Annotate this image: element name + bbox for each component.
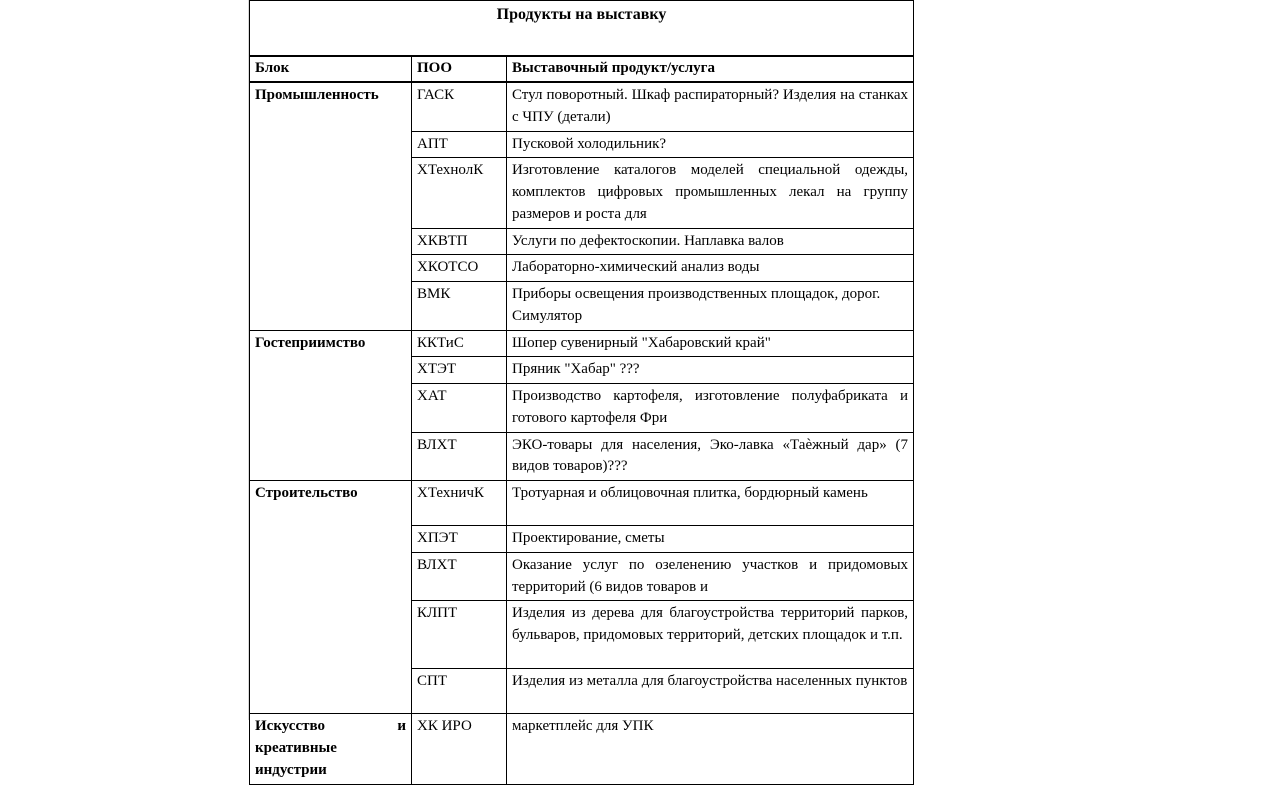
product-description: Пусковой холодильник?	[507, 131, 914, 158]
poo-code: ХАТ	[412, 384, 507, 433]
poo-code: ВМК	[412, 282, 507, 331]
table-row	[250, 714, 914, 784]
table-row	[250, 82, 914, 131]
poo-code: ХТЭТ	[412, 357, 507, 384]
poo-code: ХКВТП	[412, 228, 507, 255]
table-row	[250, 330, 914, 357]
product-description: Изделия из металла для благоустройства населенных пунктов	[507, 669, 914, 714]
poo-code: ХТехнолК	[412, 158, 507, 228]
poo-code: ККТиС	[412, 330, 507, 357]
block-label-arts-creative-industries: Искусство и креативные индустрии	[250, 714, 412, 784]
block-label-construction: Строительство	[250, 481, 412, 714]
product-description: Проектирование, сметы	[507, 526, 914, 553]
block-label-industry: Промышленность	[250, 82, 412, 330]
table-header-row	[250, 56, 914, 82]
page-title: Продукты на выставку	[250, 1, 914, 57]
poo-code: КЛПТ	[412, 601, 507, 669]
product-description: Изготовление каталогов моделей специальной одежды, комплектов цифровых промышленных лекал на группу размеров и роста для	[507, 158, 914, 228]
product-description: Оказание услуг по озеленению участков и придомовых территорий (6 видов товаров и	[507, 552, 914, 601]
table-title-row	[250, 1, 914, 57]
table-row	[250, 481, 914, 526]
poo-code: АПТ	[412, 131, 507, 158]
poo-code: ВЛХТ	[412, 432, 507, 481]
block-label-hospitality: Гостеприимство	[250, 330, 412, 481]
poo-code: СПТ	[412, 669, 507, 714]
product-description: маркетплейс для УПК	[507, 714, 914, 784]
poo-code: ГАСК	[412, 82, 507, 131]
product-description: Услуги по дефектоскопии. Наплавка валов	[507, 228, 914, 255]
product-description: Пряник "Хабар" ???	[507, 357, 914, 384]
column-header-block: Блок	[250, 56, 412, 82]
poo-code: ХКОТСО	[412, 255, 507, 282]
product-description: Приборы освещения производственных площадок, дорог. Симулятор	[507, 282, 914, 331]
product-description: Стул поворотный. Шкаф распираторный? Изделия на станках с ЧПУ (детали)	[507, 82, 914, 131]
column-header-poo: ПОО	[412, 56, 507, 82]
product-description: Лабораторно-химический анализ воды	[507, 255, 914, 282]
product-description: Производство картофеля, изготовление полуфабриката и готового картофеля Фри	[507, 384, 914, 433]
product-description: Изделия из дерева для благоустройства территорий парков, бульваров, придомовых территорий, детских площадок и т.п.	[507, 601, 914, 669]
product-description: Шопер сувенирный "Хабаровский край"	[507, 330, 914, 357]
poo-code: ВЛХТ	[412, 552, 507, 601]
column-header-product: Выставочный продукт/услуга	[507, 56, 914, 82]
exhibition-products-table	[249, 0, 914, 785]
poo-code: ХК ИРО	[412, 714, 507, 784]
poo-code: ХПЭТ	[412, 526, 507, 553]
poo-code: ХТехничК	[412, 481, 507, 526]
product-description: ЭКО-товары для населения, Эко-лавка «Таѐжный дар» (7 видов товаров)???	[507, 432, 914, 481]
product-description: Тротуарная и облицовочная плитка, бордюрный камень	[507, 481, 914, 526]
